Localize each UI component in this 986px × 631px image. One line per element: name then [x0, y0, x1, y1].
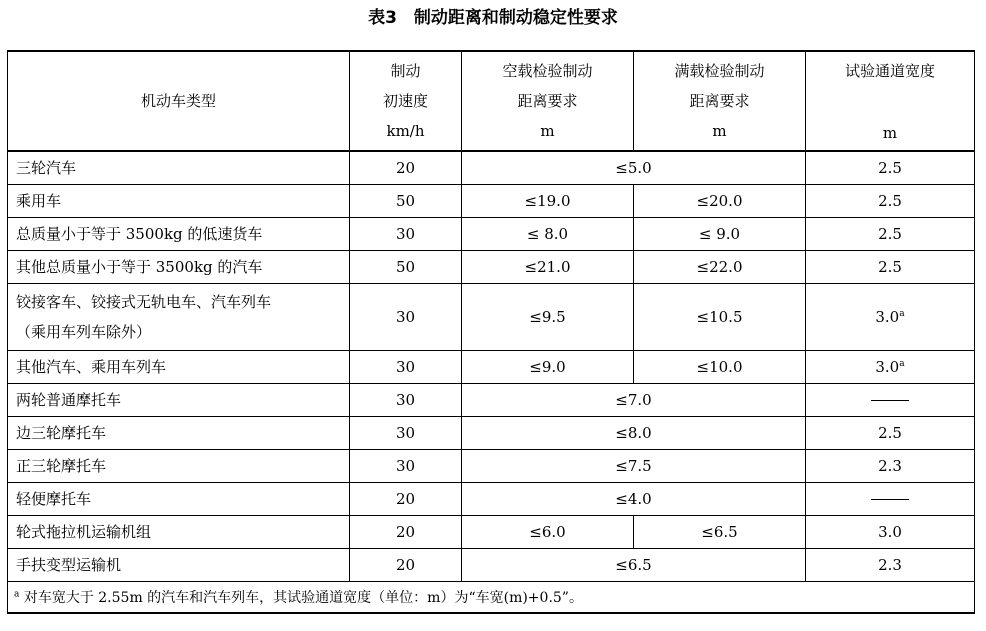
vehicle-type-cell: 其他汽车、乘用车列车 — [8, 350, 350, 383]
header-row — [8, 51, 975, 151]
vehicle-type-cell: 边三轮摩托车 — [8, 416, 350, 449]
table-row — [8, 449, 975, 482]
width-cell: 2.3 — [806, 449, 975, 482]
width-cell: 2.5 — [806, 250, 975, 283]
width-cell: 3.0$^a$ — [806, 283, 975, 350]
table-row — [8, 283, 975, 350]
footnote-row — [8, 581, 975, 613]
vehicle-type-cell: 正三轮摩托车 — [8, 449, 350, 482]
vehicle-type-cell: 轻便摩托车 — [8, 482, 350, 515]
table-row — [8, 217, 975, 250]
vehicle-type-cell: 其他总质量小于等于 3500kg 的汽车 — [8, 250, 350, 283]
full-distance-cell: ≤6.5 — [634, 515, 806, 548]
empty-distance-cell: ≤21.0 — [462, 250, 634, 283]
vehicle-type-cell: 手扶变型运输机 — [8, 548, 350, 581]
speed-cell: 30 — [350, 416, 462, 449]
table-body — [8, 151, 975, 613]
speed-cell: 20 — [350, 482, 462, 515]
header-empty-load-distance: 空载检验制动 距离要求 m — [462, 51, 634, 151]
width-cell: 2.5 — [806, 217, 975, 250]
width-cell: 2.5 — [806, 151, 975, 184]
table-row — [8, 250, 975, 283]
empty-distance-cell: ≤6.0 — [462, 515, 634, 548]
table-row — [8, 184, 975, 217]
empty-distance-cell: ≤ 8.0 — [462, 217, 634, 250]
not-applicable-dash — [871, 400, 909, 401]
merged-distance-cell: ≤7.0 — [462, 383, 806, 416]
speed-cell: 30 — [350, 283, 462, 350]
width-cell: 2.3 — [806, 548, 975, 581]
table-row — [8, 151, 975, 184]
vehicle-type-cell: 两轮普通摩托车 — [8, 383, 350, 416]
speed-cell: 30 — [350, 217, 462, 250]
table-row — [8, 350, 975, 383]
width-cell: 3.0$^a$ — [806, 350, 975, 383]
table-title: 表3 制动距离和制动稳定性要求 — [368, 8, 618, 28]
merged-distance-cell: ≤6.5 — [462, 548, 806, 581]
not-applicable-dash — [871, 499, 909, 500]
header-vehicle-type: 机动车类型 — [8, 51, 350, 151]
width-cell: 3.0 — [806, 515, 975, 548]
vehicle-type-cell: 总质量小于等于 3500kg 的低速货车 — [8, 217, 350, 250]
full-distance-cell: ≤20.0 — [634, 184, 806, 217]
speed-cell: 30 — [350, 449, 462, 482]
width-cell — [806, 482, 975, 515]
vehicle-type-cell: 乘用车 — [8, 184, 350, 217]
full-distance-cell: ≤ 9.0 — [634, 217, 806, 250]
merged-distance-cell: ≤4.0 — [462, 482, 806, 515]
table-row — [8, 482, 975, 515]
speed-cell: 20 — [350, 548, 462, 581]
header-lane-width: 试验通道宽度 m — [806, 51, 975, 151]
table-row — [8, 416, 975, 449]
width-cell — [806, 383, 975, 416]
width-cell: 2.5 — [806, 184, 975, 217]
merged-distance-cell: ≤7.5 — [462, 449, 806, 482]
full-distance-cell: ≤10.5 — [634, 283, 806, 350]
header-initial-speed: 制动 初速度 km/h — [350, 51, 462, 151]
speed-cell: 50 — [350, 250, 462, 283]
footnote-marker: a — [899, 308, 905, 319]
speed-cell: 50 — [350, 184, 462, 217]
empty-distance-cell: ≤9.0 — [462, 350, 634, 383]
footnote-marker: a — [14, 588, 20, 599]
speed-cell: 20 — [350, 515, 462, 548]
full-distance-cell: ≤22.0 — [634, 250, 806, 283]
footnote-text: 对车宽大于 2.55m 的汽车和汽车列车，其试验通道宽度（单位：m）为“车宽(m)+0.5”。 — [19, 589, 583, 606]
footnote — [8, 581, 975, 613]
width-cell: 2.5 — [806, 416, 975, 449]
speed-cell: 30 — [350, 350, 462, 383]
table-row — [8, 548, 975, 581]
empty-distance-cell: ≤9.5 — [462, 283, 634, 350]
braking-requirements-table — [7, 50, 975, 614]
table-row — [8, 383, 975, 416]
vehicle-type-cell: 铰接客车、铰接式无轨电车、汽车列车 （乘用车列车除外） — [8, 283, 350, 350]
speed-cell: 20 — [350, 151, 462, 184]
merged-distance-cell: ≤8.0 — [462, 416, 806, 449]
merged-distance-cell: ≤5.0 — [462, 151, 806, 184]
header-full-load-distance: 满载检验制动 距离要求 m — [634, 51, 806, 151]
vehicle-type-cell: 三轮汽车 — [8, 151, 350, 184]
footnote-marker: a — [899, 358, 905, 369]
table-row — [8, 515, 975, 548]
full-distance-cell: ≤10.0 — [634, 350, 806, 383]
empty-distance-cell: ≤19.0 — [462, 184, 634, 217]
vehicle-type-cell: 轮式拖拉机运输机组 — [8, 515, 350, 548]
speed-cell: 30 — [350, 383, 462, 416]
